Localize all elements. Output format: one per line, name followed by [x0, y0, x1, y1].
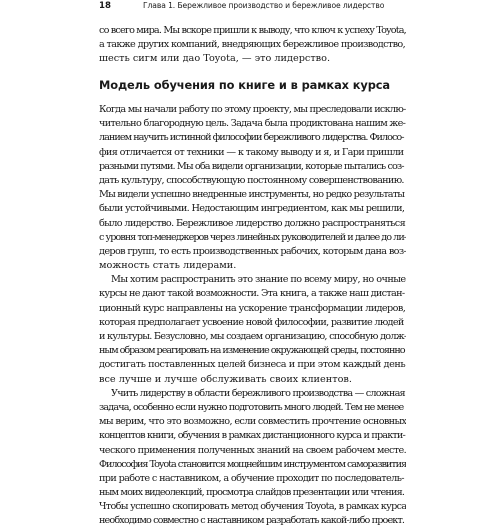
- text-line: курсы не дают такой возможности. Эта книга, а также наш дистан-: [99, 288, 405, 300]
- paragraph: [99, 103, 406, 273]
- text-line: все лучше и лучше обслуживать своих клиентов.: [99, 373, 352, 385]
- text-line: Философия Toyota становится мощнейшим инструментом саморазвития: [99, 458, 406, 470]
- text-line: фия отличается от техники — к такому выводу и я, и Гари пришли: [99, 146, 404, 158]
- text-line: при работе с наставником, а обучение проходит по последователь-: [99, 472, 404, 484]
- text-line: были устойчивыми. Недостающим ингредиентом, как мы решили,: [99, 203, 405, 215]
- paragraph: [99, 387, 406, 529]
- running-header: [99, 0, 408, 12]
- text-line: которая предполагает усвоение новой философии, развитие людей: [99, 316, 404, 328]
- text-line: дать культуру, способствующую постоянному совершенствованию.: [99, 174, 404, 186]
- text-line: Мы хотим распространить это знание по всему миру, но очные: [111, 274, 406, 286]
- text-line: и культуры. Безусловно, мы создаем организацию, способную долж-: [99, 331, 406, 342]
- text-line: ционный курс направлены на ускорение трансформации лидеров,: [99, 302, 406, 314]
- text-line: шесть сигм или дао Toyota, — это лидерство.: [99, 53, 331, 65]
- text-line: достигать поставленных целей бизнеса и при этом каждый день: [99, 359, 406, 371]
- intro-paragraph: [99, 24, 406, 67]
- text-line: ным моих видеолекций, просмотра слайдов презентации или чтения.: [99, 487, 405, 499]
- text-line: ческого применения полученных знаний на своем рабочем месте.: [99, 444, 406, 456]
- text-line: мы верим, что это возможно, если совместить прочтение основных: [99, 416, 406, 428]
- paragraph: [99, 24, 406, 67]
- text-line: разными путями. Мы оба видели организации, которые пытались соз-: [99, 160, 404, 172]
- body-text: [99, 103, 406, 529]
- text-line: с уровня топ-менеджеров через линейных руководителей и далее до ли-: [99, 231, 406, 243]
- text-line: со всего мира. Мы вскоре пришли к выводу, что ключ к успеху Toyota,: [99, 25, 406, 36]
- chapter-title: Глава 1. Бережливое производство и бережливое лидерство: [143, 1, 385, 10]
- text-line: чительно благородную цель. Задача была продиктована нашим же-: [99, 118, 406, 130]
- page-number: 18: [99, 1, 111, 11]
- text-line: можность стать лидерами.: [99, 260, 237, 272]
- text-line: задача, особенно если нужно подготовить много людей. Тем не менее: [99, 401, 404, 413]
- section-heading: Модель обучения по книге и в рамках курса: [99, 78, 391, 92]
- text-line: деров групп, то есть производственных рабочих, которым дана воз-: [99, 245, 406, 257]
- text-line: Учить лидерству в области бережливого производства — сложная: [111, 387, 405, 399]
- paragraph: [99, 273, 406, 387]
- text-line: необходимо совместно с наставником разработать какой-либо проект.: [99, 515, 405, 527]
- text-line: Чтобы успешно скопировать метод обучения Toyota, в рамках курса: [99, 501, 406, 513]
- text-line: было лидерство. Бережливое лидерство должно распространяться: [99, 217, 406, 229]
- text-line: концептов книги, обучения в рамках дистанционного курса и практи-: [99, 430, 405, 442]
- text-line: Когда мы начали работу по этому проекту, мы преследовали исклю-: [99, 104, 406, 115]
- text-line: Мы видели успешно внедренные инструменты, но редко результаты: [99, 189, 405, 201]
- text-line: а также других компаний, внедряющих бережливое производство,: [99, 39, 406, 51]
- text-line: ланием научить истинной философии бережливого лидерства. Филосо-: [99, 132, 404, 144]
- text-line: ным образом реагировать на изменение окружающей среды, постоянно: [99, 345, 405, 357]
